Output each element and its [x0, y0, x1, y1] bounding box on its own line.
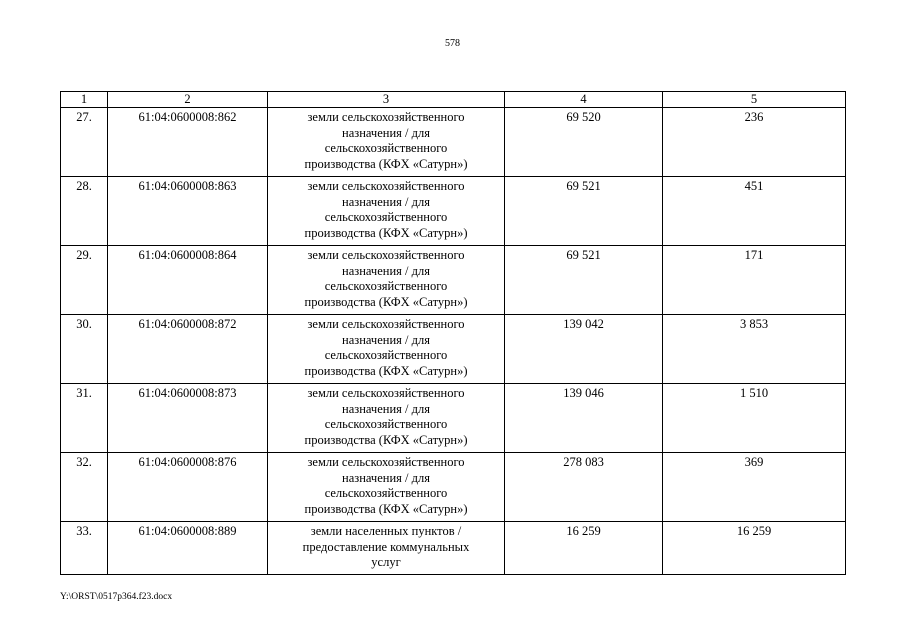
land-category-line: сельскохозяйственного: [324, 141, 448, 155]
land-category-cell: [268, 177, 505, 246]
land-category-line: земли сельскохозяйственного: [307, 110, 465, 124]
table-row: [61, 315, 846, 384]
land-category-line: назначения / для: [342, 401, 430, 416]
land-category-line: производства (КФХ «Сатурн»): [304, 225, 468, 240]
land-category-line: производства (КФХ «Сатурн»): [304, 432, 468, 447]
row-number-cell: 31.: [61, 384, 108, 453]
land-category-line: производства (КФХ «Сатурн»): [304, 501, 468, 516]
value-cell: 1 510: [663, 384, 846, 453]
area-cell: 69 521: [505, 246, 663, 315]
land-category-cell: [268, 108, 505, 177]
land-plots-table: [60, 91, 846, 575]
area-cell: 278 083: [505, 453, 663, 522]
value-cell: 3 853: [663, 315, 846, 384]
column-header: 2: [108, 92, 268, 108]
table-row: [61, 384, 846, 453]
row-number-cell: 27.: [61, 108, 108, 177]
cadastral-number-cell: 61:04:0600008:862: [108, 108, 268, 177]
footer-file-path: Y:\ORST\0517p364.f23.docx: [60, 592, 173, 602]
cadastral-number-cell: 61:04:0600008:876: [108, 453, 268, 522]
area-cell: 69 520: [505, 108, 663, 177]
land-category-cell: [268, 522, 505, 575]
land-category-cell: [268, 384, 505, 453]
table-row: [61, 522, 846, 575]
value-cell: 171: [663, 246, 846, 315]
land-category-line: назначения / для: [342, 470, 430, 485]
land-category-line: сельскохозяйственного: [324, 279, 448, 293]
land-category-line: земли сельскохозяйственного: [307, 248, 465, 262]
land-category-line: предоставление коммунальных: [302, 539, 470, 554]
value-cell: 369: [663, 453, 846, 522]
cadastral-number-cell: 61:04:0600008:863: [108, 177, 268, 246]
area-cell: 139 042: [505, 315, 663, 384]
row-number-cell: 30.: [61, 315, 108, 384]
table-row: [61, 108, 846, 177]
cadastral-number-cell: 61:04:0600008:889: [108, 522, 268, 575]
page-number: 578: [445, 38, 460, 49]
cadastral-number-cell: 61:04:0600008:864: [108, 246, 268, 315]
land-category-line: назначения / для: [342, 125, 430, 140]
land-category-line: сельскохозяйственного: [324, 486, 448, 500]
cadastral-number-cell: 61:04:0600008:872: [108, 315, 268, 384]
row-number-cell: 29.: [61, 246, 108, 315]
area-cell: 69 521: [505, 177, 663, 246]
row-number-cell: 32.: [61, 453, 108, 522]
table-body: [61, 108, 846, 575]
land-category-line: назначения / для: [342, 263, 430, 278]
column-header: 4: [505, 92, 663, 108]
land-category-line: услуг: [371, 555, 401, 569]
land-category-line: производства (КФХ «Сатурн»): [304, 156, 468, 171]
row-number-cell: 33.: [61, 522, 108, 575]
value-cell: 451: [663, 177, 846, 246]
cadastral-number-cell: 61:04:0600008:873: [108, 384, 268, 453]
land-category-line: земли сельскохозяйственного: [307, 455, 465, 469]
land-category-line: сельскохозяйственного: [324, 348, 448, 362]
area-cell: 16 259: [505, 522, 663, 575]
land-category-cell: [268, 246, 505, 315]
table-row: [61, 177, 846, 246]
column-header: 1: [61, 92, 108, 108]
land-category-line: земли сельскохозяйственного: [307, 386, 465, 400]
value-cell: 16 259: [663, 522, 846, 575]
value-cell: 236: [663, 108, 846, 177]
land-category-cell: [268, 315, 505, 384]
column-header: 3: [268, 92, 505, 108]
land-category-line: земли населенных пунктов /: [310, 524, 462, 538]
land-category-line: производства (КФХ «Сатурн»): [304, 294, 468, 309]
area-cell: 139 046: [505, 384, 663, 453]
land-category-line: сельскохозяйственного: [324, 417, 448, 431]
row-number-cell: 28.: [61, 177, 108, 246]
table-row: [61, 246, 846, 315]
land-category-line: назначения / для: [342, 332, 430, 347]
column-header: 5: [663, 92, 846, 108]
land-category-cell: [268, 453, 505, 522]
land-category-line: земли сельскохозяйственного: [307, 317, 465, 331]
land-category-line: производства (КФХ «Сатурн»): [304, 363, 468, 378]
land-category-line: сельскохозяйственного: [324, 210, 448, 224]
table-header-row: [61, 92, 846, 108]
land-category-line: земли сельскохозяйственного: [307, 179, 465, 193]
land-category-line: назначения / для: [342, 194, 430, 209]
table-row: [61, 453, 846, 522]
